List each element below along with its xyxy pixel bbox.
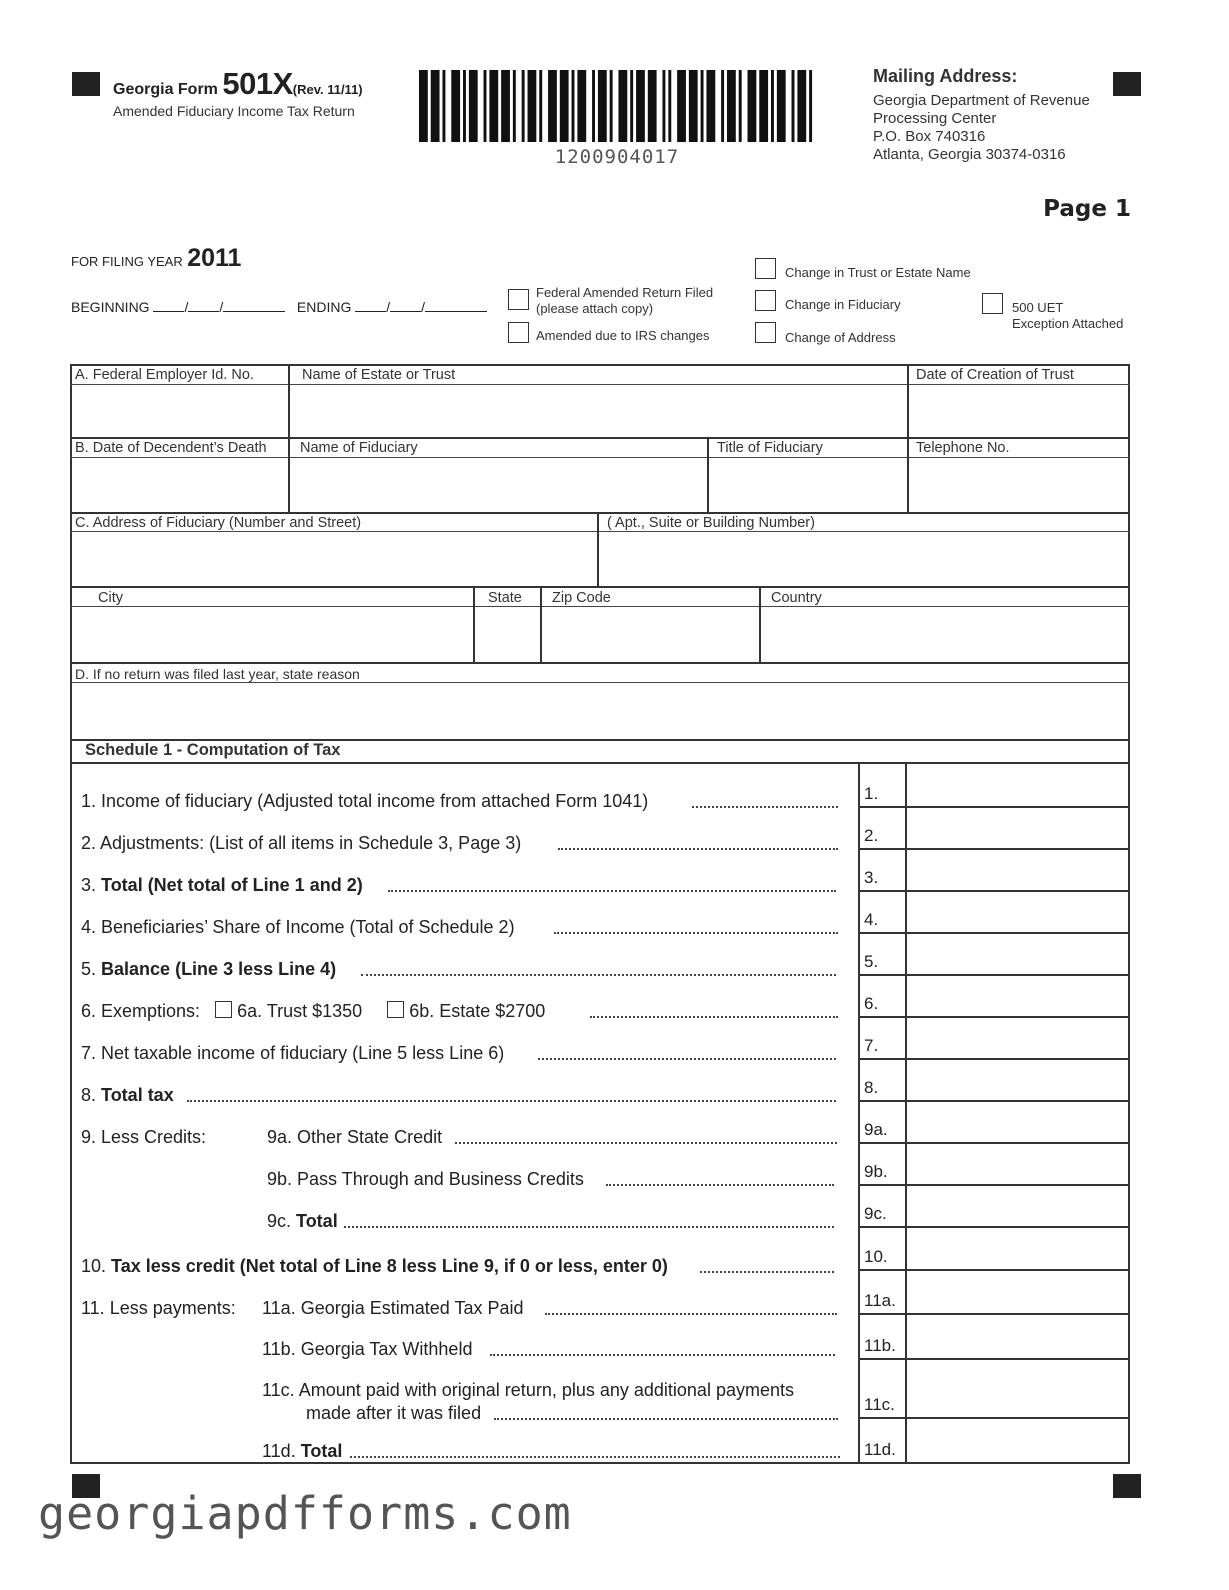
barcode-number: 1200904017 (554, 146, 680, 168)
city-label: City (98, 590, 123, 606)
estate-name-label: Name of Estate or Trust (302, 367, 456, 383)
fiduciary-address-label: C. Address of Fiduciary (Number and Street) (75, 515, 362, 531)
barcode-bar (727, 70, 736, 142)
site-watermark: georgiapdfforms.com (38, 1487, 572, 1540)
amount-line-number: 10. (864, 1247, 888, 1266)
change-name-checkbox[interactable] (755, 258, 776, 279)
mailing-address-line: Georgia Department of Revenue (873, 92, 1090, 109)
barcode-bar (610, 70, 613, 142)
leader-dots (187, 1100, 836, 1102)
line-9c-text (267, 1211, 338, 1231)
trust-exemption-checkbox[interactable] (215, 1001, 232, 1018)
divider (70, 682, 1130, 683)
decedent-death-label: B. Date of Decendent’s Death (75, 440, 267, 456)
form-border-bottom (70, 1462, 1130, 1464)
leader-dots (361, 974, 836, 976)
amount-line-number: 11b. (864, 1336, 896, 1355)
leader-dots (606, 1184, 834, 1186)
form-subtitle: Amended Fiduciary Income Tax Return (113, 103, 355, 119)
barcode-bar (636, 70, 645, 142)
line-9a-text: 9a. Other State Credit (267, 1127, 443, 1147)
uet-exception-checkbox[interactable] (982, 293, 1003, 314)
fiduciary-title-label: Title of Fiduciary (717, 440, 823, 456)
barcode-bar (630, 70, 633, 142)
estate-name-field[interactable] (290, 386, 906, 436)
state-label: State (488, 590, 522, 606)
leader-dots (692, 806, 838, 808)
barcode-bar (677, 70, 686, 142)
barcode-bar (668, 70, 671, 142)
divider (70, 457, 1130, 458)
amount-line-number: 9c. (864, 1204, 887, 1223)
barcode-bar (771, 70, 774, 142)
ending-month-field[interactable] (355, 299, 386, 312)
barcode-bar (662, 70, 665, 142)
change-address-checkbox[interactable] (755, 322, 776, 343)
fiduciary-title-field[interactable] (709, 459, 906, 511)
schedule-title: Schedule 1 - Computation of Tax (85, 741, 341, 759)
beginning-month-field[interactable] (153, 299, 184, 312)
federal-amended-label (536, 285, 713, 317)
barcode-bar (522, 70, 525, 142)
barcode-bar (809, 70, 812, 142)
divider (70, 662, 1130, 664)
divider (70, 437, 1130, 439)
amount-line-number: 9a. (864, 1120, 888, 1139)
barcode-bar (577, 70, 586, 142)
barcode-bar (759, 70, 768, 142)
barcode-bar (721, 70, 724, 142)
decedent-death-field[interactable] (72, 459, 287, 511)
barcode-bar (739, 70, 742, 142)
creation-date-label: Date of Creation of Trust (916, 367, 1074, 383)
barcode-bar (419, 70, 428, 142)
ending-label: ENDING (296, 299, 352, 315)
form-border-left (70, 364, 72, 1464)
amount-field[interactable] (907, 1185, 1127, 1224)
amount-line-number: 11a. (864, 1291, 896, 1310)
amount-line-number: 6. (864, 994, 879, 1013)
leader-dots (590, 1016, 838, 1018)
amount-field[interactable] (907, 1314, 1127, 1356)
no-return-reason-label: D. If no return was filed last year, state reason (75, 666, 360, 682)
barcode-bar (489, 70, 498, 142)
form-border-top (70, 364, 1130, 366)
change-fiduciary-checkbox[interactable] (755, 290, 776, 311)
barcode-bar (451, 70, 460, 142)
filing-year (71, 244, 241, 273)
barcode-bar (431, 70, 440, 142)
mailing-address-line: Processing Center (873, 110, 997, 127)
line-11d-bold: Total (300, 1441, 343, 1461)
uet-exception-label-line1: 500 UET (1012, 300, 1064, 315)
mailing-address-line: Atlanta, Georgia 30374-0316 (873, 146, 1066, 163)
no-return-reason-field[interactable] (72, 684, 1127, 738)
divider (70, 606, 1130, 607)
beginning-day-field[interactable] (188, 299, 219, 312)
leader-dots (455, 1142, 837, 1144)
line-10-text (81, 1256, 668, 1276)
line-5-text (81, 959, 336, 979)
amount-line-number: 11d. (864, 1440, 896, 1459)
amount-line-number: 5. (864, 952, 879, 971)
federal-id-field[interactable] (72, 386, 287, 436)
amount-field[interactable] (907, 1143, 1127, 1182)
line-9b-text: 9b. Pass Through and Business Credits (267, 1169, 584, 1189)
telephone-field[interactable] (909, 459, 1127, 511)
line-11b-text: 11b. Georgia Tax Withheld (262, 1339, 473, 1359)
amount-field[interactable] (907, 1418, 1127, 1460)
barcode-bar (706, 70, 715, 142)
uet-exception-label-line2: Exception Attached (1012, 316, 1124, 331)
divider (70, 762, 1130, 764)
telephone-label: Telephone No. (916, 440, 1010, 456)
amount-line-number: 2. (864, 826, 879, 845)
leader-dots (388, 890, 836, 892)
form-number: 501X (222, 66, 293, 101)
leader-dots (545, 1313, 837, 1315)
barcode-bar (701, 70, 704, 142)
apt-label: ( Apt., Suite or Building Number) (607, 515, 815, 531)
barcode-bar (572, 70, 575, 142)
amount-field[interactable] (907, 933, 1127, 972)
change-address-label: Change of Address (785, 330, 896, 345)
form-revision: (Rev. 11/11) (292, 82, 363, 97)
amount-field[interactable] (907, 807, 1127, 846)
amount-line-number: 1. (864, 784, 879, 803)
leader-dots (350, 1456, 840, 1458)
amount-field[interactable] (907, 891, 1127, 930)
filing-year-value: 2011 (187, 244, 242, 272)
irs-changes-checkbox[interactable] (508, 322, 529, 343)
barcode-bar (592, 70, 595, 142)
barcode-bar (442, 70, 445, 142)
amount-field[interactable] (907, 1270, 1127, 1311)
registration-mark-top-right (1113, 72, 1141, 96)
barcode-bar (797, 70, 806, 142)
federal-amended-label-line2: (please attach copy) (536, 301, 654, 316)
amount-line-number: 4. (864, 910, 879, 929)
line-2-text: 2. Adjustments: (List of all items in Schedule 3, Page 3) (81, 833, 522, 853)
barcode-bar (463, 70, 466, 142)
barcode-bar (548, 70, 557, 142)
leader-dots (558, 848, 838, 850)
amount-field[interactable] (907, 975, 1127, 1014)
divider (70, 531, 1130, 532)
federal-amended-label-line1: Federal Amended Return Filed (536, 285, 714, 300)
line-8-bold: Total tax (101, 1085, 174, 1105)
apt-field[interactable] (599, 533, 1127, 585)
divider (70, 512, 1130, 514)
amount-field[interactable] (907, 1227, 1127, 1267)
line-6-label: 6. Exemptions: (81, 1001, 201, 1021)
line-9c-bold: Total (296, 1211, 338, 1231)
line-8-number: 8. (81, 1085, 97, 1105)
barcode-bar (484, 70, 487, 142)
barcode (419, 70, 815, 142)
line-9-label: 9. Less Credits: (81, 1127, 207, 1147)
form-border-right (1128, 364, 1130, 1464)
amount-field[interactable] (907, 1101, 1127, 1140)
country-field[interactable] (761, 608, 1127, 661)
estate-exemption-checkbox[interactable] (387, 1001, 404, 1018)
filing-period: BEGINNING / / ENDING / / (71, 299, 487, 315)
city-field[interactable] (72, 608, 472, 661)
line-10-bold: Tax less credit (Net total of Line 8 less Line 9, if 0 or less, enter 0) (111, 1256, 668, 1276)
change-fiduciary-label: Change in Fiduciary (785, 297, 901, 312)
uet-exception-label (1012, 300, 1123, 332)
line-3-bold: Total (Net total of Line 1 and 2) (101, 875, 363, 895)
amount-field[interactable] (907, 765, 1127, 804)
barcode-bar (618, 70, 627, 142)
amount-field[interactable] (907, 1359, 1127, 1415)
amount-line-number: 8. (864, 1078, 879, 1097)
line-4-text: 4. Beneficiaries’ Share of Income (Total of Schedule 2) (81, 917, 515, 937)
federal-id-label: A. Federal Employer Id. No. (75, 367, 254, 383)
amount-field[interactable] (907, 1017, 1127, 1056)
barcode-bar (539, 70, 542, 142)
country-label: Country (771, 590, 822, 606)
barcode-bar (648, 70, 657, 142)
leader-dots (494, 1418, 838, 1420)
amount-line-number: 7. (864, 1036, 879, 1055)
line-5-number: 5. (81, 959, 97, 979)
leader-dots (554, 932, 838, 934)
leader-dots (700, 1271, 834, 1273)
ending-day-field[interactable] (390, 299, 421, 312)
line-5-bold: Balance (Line 3 less Line 4) (101, 959, 337, 979)
leader-dots (344, 1226, 834, 1228)
form-title (113, 66, 363, 102)
leader-dots (490, 1354, 835, 1356)
line-7-text: 7. Net taxable income of fiduciary (Line 5 less Line 6) (81, 1043, 505, 1063)
line-11d-text (262, 1441, 342, 1461)
zip-label: Zip Code (552, 590, 611, 606)
registration-mark-bottom-right (1113, 1474, 1141, 1498)
amount-line-number: 11c. (864, 1395, 895, 1414)
line-10-number: 10. (81, 1256, 107, 1276)
change-name-label: Change in Trust or Estate Name (785, 265, 971, 280)
line-11c-text-cont: made after it was filed (306, 1403, 482, 1423)
barcode-bar (598, 70, 607, 142)
beginning-year-field[interactable] (223, 299, 285, 312)
line-6a-label: 6a. Trust $1350 (237, 1001, 363, 1021)
amount-field[interactable] (907, 849, 1127, 888)
line-1-text: 1. Income of fiduciary (Adjusted total income from attached Form 1041) (81, 791, 649, 811)
mailing-address-line: P.O. Box 740316 (873, 128, 986, 145)
barcode-bar (777, 70, 786, 142)
line-9c-number: 9c. (267, 1211, 292, 1231)
barcode-bar (560, 70, 569, 142)
divider (70, 586, 1130, 588)
state-field[interactable] (475, 608, 539, 661)
amount-line-number: 3. (864, 868, 879, 887)
form-prefix: Georgia Form (113, 81, 218, 98)
amount-field[interactable] (907, 1059, 1127, 1098)
barcode-bar (528, 70, 537, 142)
barcode-bar (513, 70, 516, 142)
mailing-address-title: Mailing Address: (873, 66, 1018, 86)
barcode-bar (689, 70, 698, 142)
barcode-bar (792, 70, 795, 142)
page-number: Page 1 (1043, 196, 1131, 222)
line-11d-number: 11d. (262, 1441, 296, 1461)
line-11a-text: 11a. Georgia Estimated Tax Paid (262, 1298, 524, 1318)
filing-year-label: FOR FILING YEAR (71, 254, 183, 269)
registration-mark-top-left (72, 72, 100, 96)
line-6b-label: 6b. Estate $2700 (409, 1001, 546, 1021)
zip-field[interactable] (542, 608, 758, 661)
leader-dots (538, 1058, 836, 1060)
beginning-label: BEGINNING (71, 299, 150, 315)
line-3-text (81, 875, 363, 895)
line-8-text (81, 1085, 174, 1105)
line-11-label: 11. Less payments: (81, 1298, 236, 1318)
barcode-bar (501, 70, 510, 142)
creation-date-field[interactable] (909, 386, 1127, 436)
divider (70, 384, 1130, 385)
barcode-bar (748, 70, 757, 142)
line-6-text (81, 1001, 545, 1021)
barcode-bar (469, 70, 478, 142)
fiduciary-address-field[interactable] (72, 533, 596, 585)
federal-amended-checkbox[interactable] (508, 289, 529, 310)
amount-line-number: 9b. (864, 1162, 888, 1181)
fiduciary-name-field[interactable] (290, 459, 706, 511)
line-3-number: 3. (81, 875, 97, 895)
ending-year-field[interactable] (425, 299, 487, 312)
irs-changes-label: Amended due to IRS changes (536, 328, 710, 343)
fiduciary-name-label: Name of Fiduciary (300, 440, 418, 456)
line-11c-text: 11c. Amount paid with original return, plus any additional payments (262, 1380, 794, 1400)
